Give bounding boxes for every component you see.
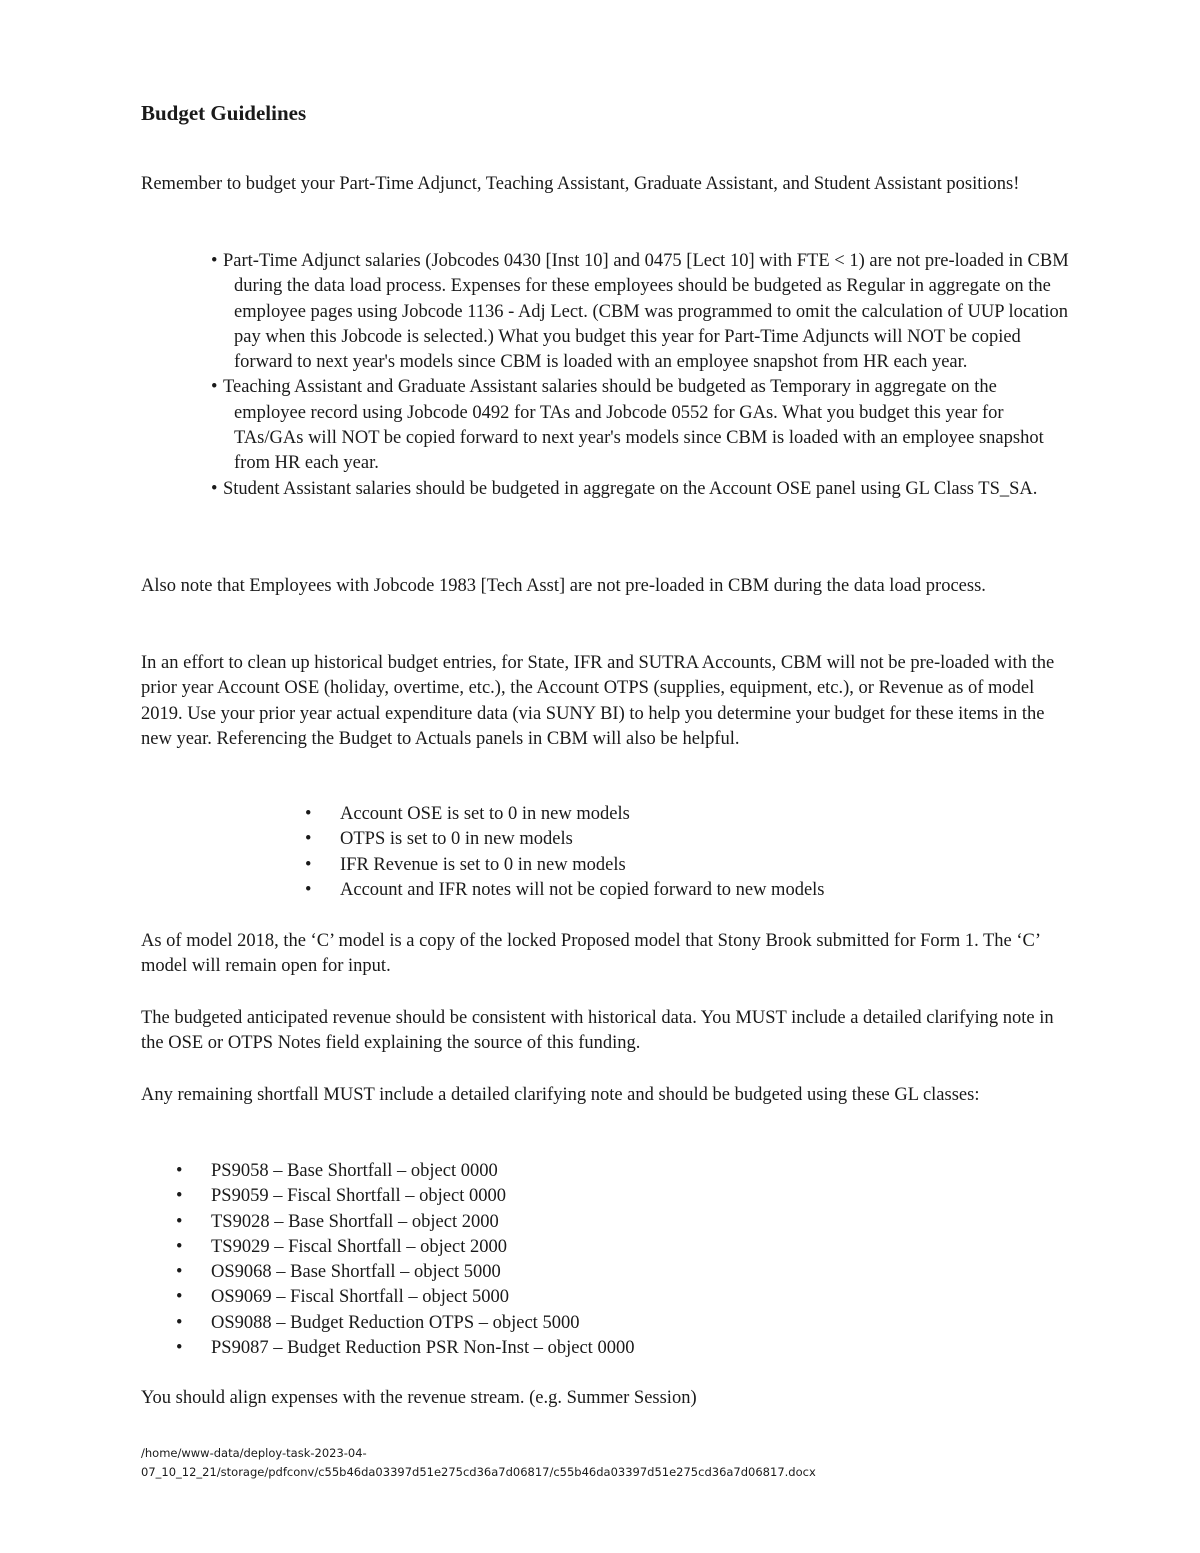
file-path-footer — [141, 1444, 816, 1482]
footer-line: /home/www-data/deploy-task-2023-04- — [141, 1446, 367, 1460]
list-item: • OTPS is set to 0 in new models — [305, 827, 1005, 852]
bullet-icon: • — [176, 1186, 183, 1207]
list-item: • IFR Revenue is set to 0 in new models — [305, 853, 1005, 878]
bullet-icon: • — [176, 1312, 183, 1333]
list-item: • PS9087 – Budget Reduction PSR Non-Inst – object 0000 — [176, 1336, 876, 1361]
bullet-icon: • — [305, 854, 312, 875]
model-reset-list — [305, 802, 1005, 903]
footer-line: 07_10_12_21/storage/pdfconv/c55b46da03397d51e275cd36a7d06817/c55b46da03397d51e275cd36a7d06817.docx — [141, 1465, 816, 1479]
bullet-icon: • — [176, 1338, 183, 1359]
list-item: • OS9068 – Base Shortfall – object 5000 — [176, 1260, 876, 1285]
list-item: • TS9028 – Base Shortfall – object 2000 — [176, 1210, 876, 1235]
bullet-icon: • — [176, 1236, 183, 1257]
intro-paragraph: Remember to budget your Part-Time Adjunct, Teaching Assistant, Graduate Assistant, and Student Assistant positions! — [141, 174, 1020, 194]
page-title: Budget Guidelines — [141, 101, 307, 125]
bullet-icon: • — [176, 1287, 183, 1308]
list-item: • OS9088 – Budget Reduction OTPS – object 5000 — [176, 1311, 876, 1336]
shortfall-paragraph: Any remaining shortfall MUST include a detailed clarifying note and should be budgeted using these GL classes: — [141, 1085, 980, 1105]
list-item: • PS9059 – Fiscal Shortfall – object 0000 — [176, 1184, 876, 1209]
c-model-paragraph: As of model 2018, the ‘C’ model is a copy of the locked Proposed model that Stony Brook submitted for Form 1. The ‘C’ model will remain open for input. — [141, 931, 1040, 977]
gl-classes-list — [176, 1159, 876, 1361]
revenue-paragraph: The budgeted anticipated revenue should be consistent with historical data. You MUST include a detailed clarifying note in the OSE or OTPS Notes field explaining the source of this funding. — [141, 1008, 1054, 1054]
bullet-icon: • — [211, 377, 218, 398]
tech-asst-paragraph: Also note that Employees with Jobcode 1983 [Tech Asst] are not pre-loaded in CBM during the data load process. — [141, 576, 986, 596]
list-item: • TS9029 – Fiscal Shortfall – object 2000 — [176, 1235, 876, 1260]
bullet-icon: • — [305, 879, 312, 900]
positions-list — [199, 249, 1069, 502]
list-item: • Teaching Assistant and Graduate Assistant salaries should be budgeted as Temporary in aggregate on the employee record using Jobcode 0492 for TAs and Jobcode 0552 for GAs. What you budget this year for TAs/GAs will NOT be copied forward to next year's models since CBM is loaded with an employee snapshot from HR each year. — [211, 377, 1044, 474]
list-item: • Student Assistant salaries should be budgeted in aggregate on the Account OSE panel using GL Class TS_SA. — [199, 477, 1069, 502]
bullet-icon: • — [211, 251, 218, 271]
list-item: • Account OSE is set to 0 in new models — [305, 802, 1005, 827]
align-paragraph: You should align expenses with the revenue stream. (e.g. Summer Session) — [141, 1388, 697, 1408]
list-item: • OS9069 – Fiscal Shortfall – object 5000 — [176, 1285, 876, 1310]
bullet-icon: • — [176, 1262, 183, 1283]
list-item: • Account and IFR notes will not be copied forward to new models — [305, 878, 1005, 903]
bullet-icon: • — [305, 829, 312, 850]
bullet-icon: • — [176, 1211, 183, 1232]
list-item: • PS9058 – Base Shortfall – object 0000 — [176, 1159, 876, 1184]
bullet-icon: • — [305, 804, 312, 824]
cleanup-paragraph: In an effort to clean up historical budget entries, for State, IFR and SUTRA Accounts, CBM will not be pre-loaded with the prior year Account OSE (holiday, overtime, etc.), the Account OTPS (supplies, equipment, etc.), or Revenue as of model 2019. Use your prior year actual expenditure data (via SUNY BI) to help you determine your budget for these items in the new year. Referencing the Budget to Actuals panels in CBM will also be helpful. — [141, 653, 1055, 749]
bullet-icon: • — [211, 478, 218, 499]
bullet-icon: • — [176, 1161, 183, 1181]
list-item: • Part-Time Adjunct salaries (Jobcodes 0430 [Inst 10] and 0475 [Lect 10] with FTE < 1) are not pre-loaded in CBM during the data load process. Expenses for these employees should be budgeted as Regular in aggregate on the employee pages using Jobcode 1136 - Adj Lect. (CBM was programmed to omit the calculation of UUP location pay when this Jobcode is selected.) What you budget this year for Part-Time Adjuncts will NOT be copied forward to next year's models since CBM is loaded with an employee snapshot from HR each year. — [211, 251, 1069, 373]
